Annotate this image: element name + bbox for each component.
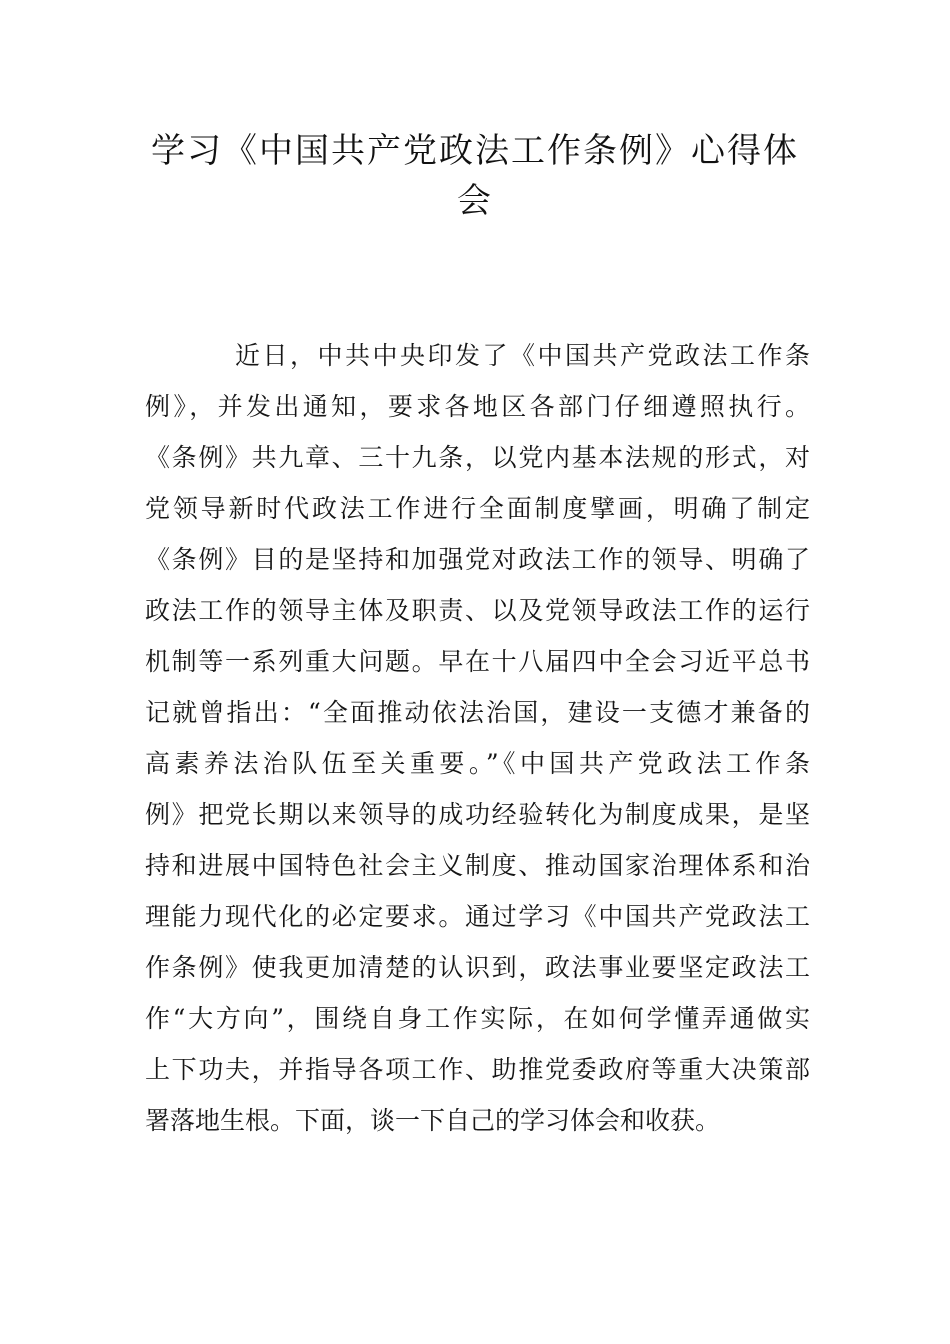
paragraph-line: 例》，并发出通知，要求各地区各部门仔细遵照执行。 <box>145 392 810 421</box>
paragraph-line: 《条例》共九章、三十九条，以党内基本法规的形式，对 <box>145 443 810 472</box>
paragraph-line: 党领导新时代政法工作进行全面制度擘画，明确了制定 <box>145 494 810 523</box>
paragraph-line: 机制等一系列重大问题。早在十八届四中全会习近平总书 <box>145 647 810 676</box>
paragraph-line: 持和进展中国特色社会主义制度、推动国家治理体系和治 <box>145 851 810 880</box>
paragraph-line: 作“大方向”，围绕自身工作实际，在如何学懂弄通做实 <box>145 1004 810 1033</box>
paragraph-line: 上下功夫，并指导各项工作、助推党委政府等重大决策部 <box>145 1055 810 1084</box>
paragraph-line: 作条例》使我更加清楚的认识到，政法事业要坚定政法工 <box>145 953 810 982</box>
title-line: 学习《中国共产党政法工作条例》心得体 <box>151 131 799 171</box>
paragraph-line: 署落地生根。下面，谈一下自己的学习体会和收获。 <box>145 1106 721 1135</box>
paragraph-line: 记就曾指出：“全面推动依法治国，建设一支德才兼备的 <box>145 698 810 727</box>
paragraph-line: 例》把党长期以来领导的成功经验转化为制度成果，是坚 <box>145 800 810 829</box>
paragraph-line: 《条例》目的是坚持和加强党对政法工作的领导、明确了 <box>145 545 810 574</box>
paragraph-line: 政法工作的领导主体及职责、以及党领导政法工作的运行 <box>145 596 810 625</box>
body-paragraph <box>145 330 810 1146</box>
paragraph-line: 理能力现代化的必定要求。通过学习《中国共产党政法工 <box>145 902 810 931</box>
paragraph-line: 近日，中共中央印发了《中国共产党政法工作条 <box>235 341 810 370</box>
document-title <box>145 126 805 226</box>
title-line: 会 <box>457 181 493 221</box>
paragraph-line: 高素养法治队伍至关重要。”《中国共产党政法工作条 <box>145 749 810 778</box>
